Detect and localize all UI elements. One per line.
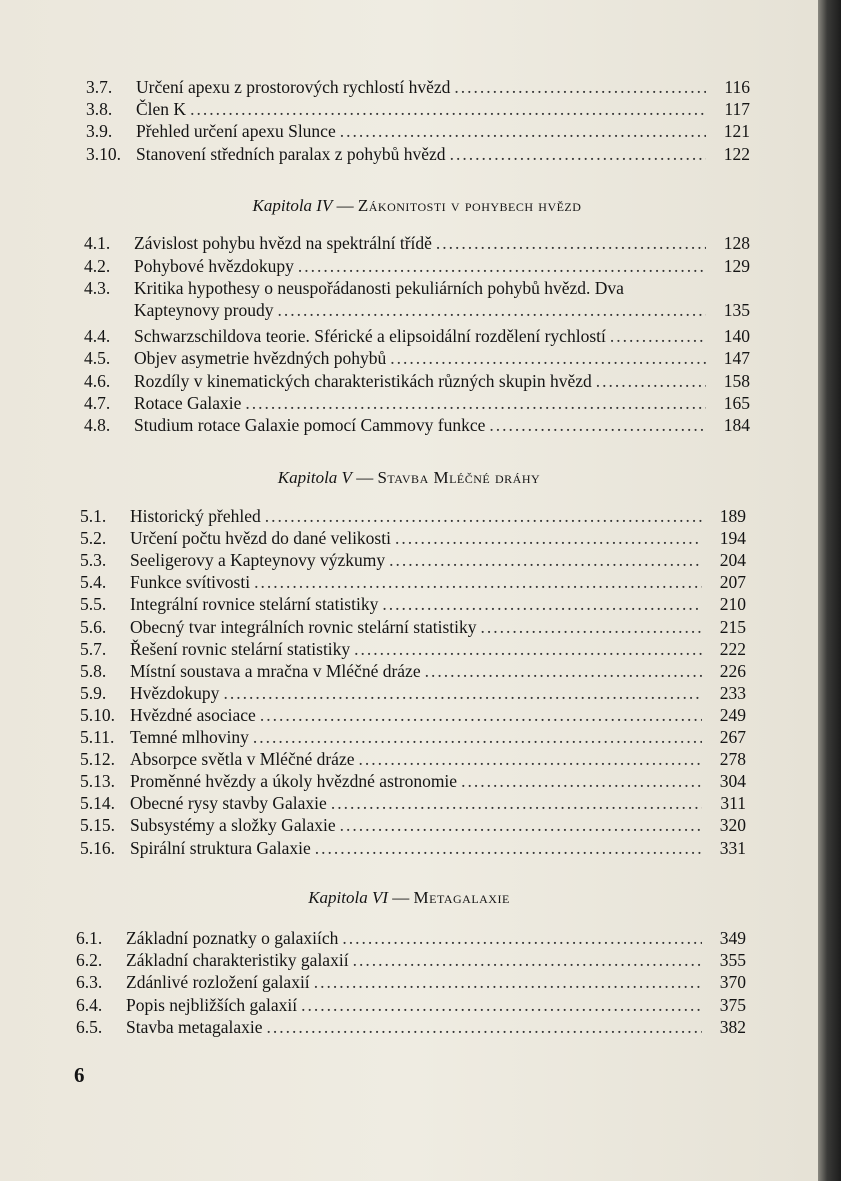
toc-entry [80,505,746,527]
entry-title: Člen K [136,99,187,119]
entry-page: 349 [719,928,746,948]
entry-page: 207 [719,572,746,592]
entry-page: 375 [719,995,746,1015]
leader-dots [340,120,706,142]
toc-entry [76,927,746,949]
toc-entry [86,76,750,98]
book-spine-shadow [818,0,841,1181]
entry-title: Stavba metagalaxie [126,1017,263,1037]
entry-number: 5.14. [80,793,115,813]
entry-title: Temné mlhoviny [130,727,249,747]
chapter-dash: — [392,888,410,907]
entry-page: 355 [719,950,746,970]
leader-dots [340,814,702,836]
toc-entry [76,1016,746,1038]
chapter-heading [0,888,818,908]
toc-entry [80,660,746,682]
entry-page: 189 [719,506,746,526]
leader-dots [342,927,702,949]
toc-entry [84,325,750,347]
leader-dots [223,682,702,704]
entry-number: 4.2. [84,256,111,276]
entry-title: Obecný tvar integrálních rovnic stelární statistiky [130,617,477,637]
entry-number: 6.3. [76,972,103,992]
entry-title: Spirální struktura Galaxie [130,838,311,858]
entry-number: 5.5. [80,594,107,614]
toc-entry [80,792,746,814]
leader-dots [315,837,702,859]
entry-number: 5.7. [80,639,107,659]
entry-page: 249 [719,705,746,725]
entry-title: Pohybové hvězdokupy [134,256,294,276]
leader-dots [260,704,702,726]
entry-page: 140 [723,326,750,346]
entry-number: 4.6. [84,371,111,391]
toc-entry-first-line [84,277,750,299]
toc-entry [84,392,750,414]
entry-title: Určení počtu hvězd do dané velikosti [130,528,391,548]
toc-entry [86,120,750,142]
leader-dots [314,971,702,993]
entry-number: 4.5. [84,348,111,368]
entry-title: Rozdíly v kinematických charakteristikách různých skupin hvězd [134,371,592,391]
entry-number: 5.16. [80,838,115,858]
entry-title: Určení apexu z prostorových rychlostí hvězd [136,77,451,97]
toc-entry [76,994,746,1016]
entry-page: 215 [719,617,746,637]
chapter-name: Metagalaxie [413,888,510,907]
toc-entry [80,748,746,770]
entry-title: Schwarzschildova teorie. Sférické a elipsoidální rozdělení rychlostí [134,326,606,346]
entry-title: Řešení rovnic stelární statistiky [130,639,351,659]
entry-page: 222 [719,639,746,659]
chapter-name: Zákonitosti v pohybech hvězd [357,196,582,215]
entry-number: 6.4. [76,995,103,1015]
toc-entry [86,143,750,165]
leader-dots [395,527,702,549]
entry-page: 304 [719,771,746,791]
entry-number: 3.7. [86,77,113,97]
toc-entry [80,770,746,792]
chapter-label: Kapitola IV [252,196,333,215]
entry-number: 5.1. [80,506,107,526]
toc-entry [80,616,746,638]
entry-title: Hvězdokupy [130,683,220,703]
leader-dots [461,770,702,792]
entry-page: 210 [719,594,746,614]
leader-dots [610,325,706,347]
entry-page: 204 [719,550,746,570]
entry-title: Přehled určení apexu Slunce [136,121,336,141]
entry-page: 233 [719,683,746,703]
entry-title: Seeligerovy a Kapteynovy výzkumy [130,550,386,570]
entry-number: 4.1. [84,233,111,253]
entry-page: 278 [719,749,746,769]
entry-page: 311 [720,793,746,813]
entry-page: 122 [723,144,750,164]
entry-page: 117 [724,99,750,119]
leader-dots [450,143,706,165]
entry-number: 5.8. [80,661,107,681]
leader-dots [353,949,702,971]
chapter-label: Kapitola V [277,468,352,487]
entry-title: Stanovení středních paralax z pohybů hvězd [136,144,446,164]
toc-entry [80,814,746,836]
toc-entry [76,949,746,971]
entry-title: Hvězdné asociace [130,705,256,725]
chapter-label: Kapitola VI [308,888,388,907]
leader-dots [389,549,702,571]
entry-number: 3.9. [86,121,113,141]
leader-dots [253,726,702,748]
leader-dots [254,571,702,593]
leader-dots [190,98,706,120]
entry-title: Zdánlivé rozložení galaxií [126,972,310,992]
toc-entry [84,370,750,392]
toc-entry [84,255,750,277]
entry-number: 4.8. [84,415,111,435]
entry-title: Základní poznatky o galaxiích [126,928,339,948]
entry-title: Integrální rovnice stelární statistiky [130,594,379,614]
entry-number: 6.1. [76,928,103,948]
leader-dots [331,792,702,814]
chapter-name: Stavba Mléčné dráhy [377,468,541,487]
leader-dots [301,994,702,1016]
entry-number: 5.11. [80,727,115,747]
entry-title: Objev asymetrie hvězdných pohybů [134,348,387,368]
entry-page: 116 [724,77,750,97]
entry-number: 5.2. [80,528,107,548]
leader-dots [245,392,706,414]
entry-page: 128 [723,233,750,253]
entry-page: 320 [719,815,746,835]
chapter-dash: — [336,196,354,215]
entry-page: 135 [723,300,750,320]
toc-entry [80,638,746,660]
entry-number: 5.4. [80,572,107,592]
leader-dots [390,347,706,369]
entry-page: 147 [723,348,750,368]
entry-title: Funkce svítivosti [130,572,251,592]
entry-page: 331 [719,838,746,858]
leader-dots [267,1016,702,1038]
entry-title-continued: Kapteynovy proudy [134,300,274,320]
toc-entry [80,527,746,549]
entry-page: 370 [719,972,746,992]
entry-page: 226 [719,661,746,681]
entry-number: 4.3. [84,278,111,298]
entry-number: 3.8. [86,99,113,119]
leader-dots [298,255,706,277]
leader-dots [354,638,702,660]
leader-dots [436,232,706,254]
leader-dots [382,593,702,615]
entry-title: Základní charakteristiky galaxií [126,950,349,970]
toc-entry [76,971,746,993]
leader-dots [489,414,706,436]
entry-number: 5.3. [80,550,107,570]
entry-page: 121 [723,121,750,141]
entry-title: Obecné rysy stavby Galaxie [130,793,327,813]
toc-entry [80,704,746,726]
entry-title: Závislost pohybu hvězd na spektrální třídě [134,233,432,253]
leader-dots [454,76,706,98]
entry-title: Místní soustava a mračna v Mléčné dráze [130,661,421,681]
chapter-dash: — [356,468,374,487]
entry-number: 4.4. [84,326,111,346]
entry-number: 3.10. [86,144,121,164]
leader-dots [358,748,702,770]
entry-number: 5.9. [80,683,107,703]
leader-dots [481,616,703,638]
entry-title: Proměnné hvězdy a úkoly hvězdné astronomie [130,771,458,791]
leader-dots [425,660,702,682]
entry-number: 6.5. [76,1017,103,1037]
entry-page: 158 [723,371,750,391]
entry-title: Studium rotace Galaxie pomocí Cammovy funkce [134,415,486,435]
entry-page: 267 [719,727,746,747]
entry-number: 4.7. [84,393,111,413]
entry-page: 382 [719,1017,746,1037]
leader-dots [265,505,702,527]
toc-entry [80,593,746,615]
entry-number: 6.2. [76,950,103,970]
toc-entry [80,682,746,704]
entry-number: 5.10. [80,705,115,725]
chapter-heading [8,196,826,216]
entry-title: Absorpce světla v Mléčné dráze [130,749,355,769]
toc-entry [80,571,746,593]
toc-entry [80,726,746,748]
entry-title: Subsystémy a složky Galaxie [130,815,336,835]
entry-title: Popis nejbližších galaxií [126,995,298,1015]
entry-number: 5.6. [80,617,107,637]
toc-entry [80,549,746,571]
toc-entry [86,98,750,120]
entry-number: 5.13. [80,771,115,791]
entry-page: 194 [719,528,746,548]
leader-dots [596,370,706,392]
entry-number: 5.15. [80,815,115,835]
entry-page: 184 [723,415,750,435]
page-number: 6 [74,1063,85,1087]
entry-title: Rotace Galaxie [134,393,242,413]
chapter-heading [0,468,818,488]
entry-page: 165 [723,393,750,413]
toc-entry-second-line [134,299,750,321]
entry-page: 129 [723,256,750,276]
entry-title: Historický přehled [130,506,261,526]
toc-entry [84,232,750,254]
leader-dots [278,299,707,321]
entry-title: Kritika hypothesy o neuspořádanosti pekuliárních pohybů hvězd. Dva [134,278,624,298]
toc-entry [84,347,750,369]
entry-number: 5.12. [80,749,115,769]
toc-entry [84,414,750,436]
toc-entry [80,837,746,859]
